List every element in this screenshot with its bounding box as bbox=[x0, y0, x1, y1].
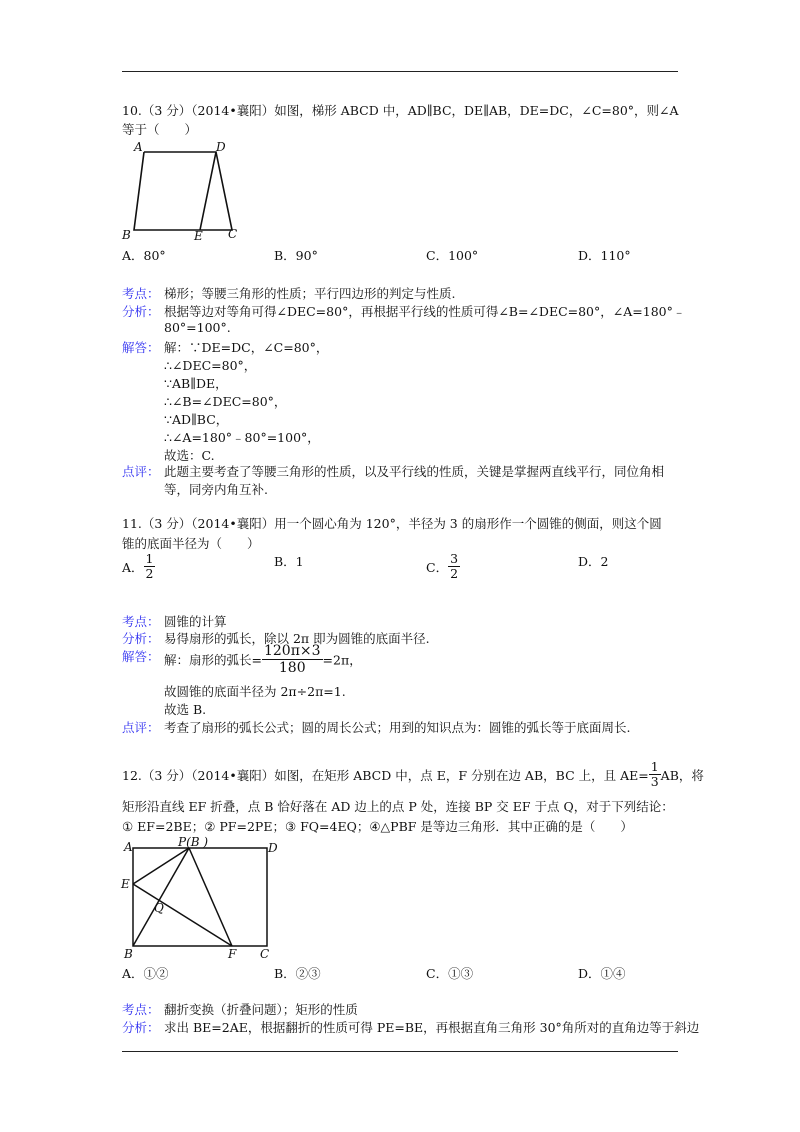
q10-kaodian-text: 梯形；等腰三角形的性质；平行四边形的判定与性质. bbox=[164, 286, 456, 301]
q12-stem-fraction bbox=[649, 760, 661, 790]
q10-label-c: C bbox=[228, 227, 238, 241]
q11-jieda-line3: 故选 B. bbox=[164, 702, 207, 717]
q12-stem-line3: ① EF=2BE；② PF=2PE；③ FQ=4EQ；④△PBF 是等边三角形．其中正确的是（ ） bbox=[122, 819, 633, 834]
q12-option-b: B．②③ bbox=[274, 966, 321, 981]
q11-option-d: D．2 bbox=[578, 554, 609, 569]
q12-option-c: C．①③ bbox=[426, 966, 474, 981]
q12-fenxi-label: 分析： bbox=[122, 1020, 160, 1035]
q10-jieda-line7: 故选：C. bbox=[164, 448, 215, 463]
q10-fenxi-label: 分析： bbox=[122, 304, 160, 319]
q10-jieda-line5: ∵AD∥BC， bbox=[164, 412, 229, 427]
q10-dianping-label: 点评： bbox=[122, 464, 160, 479]
q12-kaodian-text: 翻折变换（折叠问题）；矩形的性质 bbox=[164, 1002, 358, 1017]
q11-jieda-fraction bbox=[262, 643, 323, 676]
q10-option-d: D．110° bbox=[578, 248, 631, 263]
q12-stem-prefix: 12.（3 分）（2014•襄阳）如图，在矩形 ABCD 中，点 E，F 分别在边 AB，BC 上，且 AE= bbox=[122, 767, 649, 783]
q11-jieda-suffix: =2π， bbox=[322, 652, 362, 668]
q12-label-d: D bbox=[268, 841, 278, 855]
q12-option-a: A．①② bbox=[122, 966, 169, 981]
q10-fenxi-line2: 80°=100°. bbox=[164, 320, 231, 335]
q12-segment-ef bbox=[133, 884, 232, 946]
q11-stem-line1: 11.（3 分）（2014•襄阳）用一个圆心角为 120°，半径为 3 的扇形作一个圆锥的侧面，则这个圆 bbox=[122, 516, 662, 531]
q10-label-e: E bbox=[194, 229, 203, 243]
q11-option-c-fraction bbox=[448, 552, 460, 582]
q11-option-c bbox=[426, 552, 460, 582]
q11-stem-line2: 锥的底面半径为（ ） bbox=[122, 536, 260, 551]
q12-kaodian-label: 考点： bbox=[122, 1002, 160, 1017]
q12-stem-numerator: 1 bbox=[650, 759, 659, 774]
q11-jieda-line2: 故圆锥的底面半径为 2π÷2π=1. bbox=[164, 684, 346, 699]
q10-jieda-line3: ∵AB∥DE， bbox=[164, 376, 228, 391]
q10-dianping-line2: 等，同旁内角互补. bbox=[164, 482, 268, 497]
q12-stem-suffix: AB，将 bbox=[660, 767, 704, 783]
q11-option-c-numerator: 3 bbox=[450, 551, 459, 566]
q11-kaodian-text: 圆锥的计算 bbox=[164, 614, 227, 629]
q11-option-a-denominator: 2 bbox=[145, 566, 154, 582]
q11-jieda-numerator: 120π×3 bbox=[263, 643, 321, 659]
q12-option-d: D．①④ bbox=[578, 966, 626, 981]
q10-dianping-line1: 此题主要考查了等腰三角形的性质，以及平行线的性质，关键是掌握两直线平行，同位角相 bbox=[164, 464, 665, 479]
q12-segment-bp bbox=[133, 848, 189, 946]
q10-jieda-line1: 解：∵DE=DC，∠C=80°， bbox=[164, 340, 329, 355]
q10-label-b: B bbox=[122, 228, 131, 242]
q10-fenxi-line1: 根据等边对等角可得∠DEC=80°，再根据平行线的性质可得∠B=∠DEC=80°，∠A=180°﹣ bbox=[164, 304, 686, 319]
q10-jieda-label: 解答： bbox=[122, 340, 160, 355]
q10-label-a: A bbox=[134, 140, 143, 154]
q11-option-a bbox=[122, 552, 155, 582]
q11-option-a-numerator: 1 bbox=[145, 551, 154, 566]
bottom-rule bbox=[122, 1051, 678, 1052]
q11-fenxi-label: 分析： bbox=[122, 631, 160, 646]
top-rule bbox=[122, 71, 678, 72]
q11-option-c-prefix: C． bbox=[426, 559, 449, 575]
q10-option-c: C．100° bbox=[426, 248, 479, 263]
q12-segment-pe bbox=[133, 848, 189, 884]
q12-label-e: E bbox=[121, 877, 130, 891]
q10-kaodian-label: 考点： bbox=[122, 286, 160, 301]
q12-stem-line2: 矩形沿直线 EF 折叠，点 B 恰好落在 AD 边上的点 P 处，连接 BP 交 EF 于点 Q，对于下列结论： bbox=[122, 799, 674, 814]
q12-label-c: C bbox=[260, 947, 270, 961]
q12-stem-line1 bbox=[122, 760, 704, 790]
q12-rectangle-figure bbox=[118, 835, 288, 963]
q12-segment-pf bbox=[189, 848, 232, 946]
q10-jieda-line4: ∴∠B=∠DEC=80°， bbox=[164, 394, 287, 409]
q10-trapezoid-outline bbox=[134, 152, 232, 230]
q10-trapezoid-figure bbox=[120, 140, 240, 243]
q12-label-b: B bbox=[124, 947, 133, 961]
q10-option-b: B．90° bbox=[274, 248, 318, 263]
q11-dianping-label: 点评： bbox=[122, 720, 160, 735]
q10-stem-line2: 等于（ ） bbox=[122, 122, 198, 137]
q11-option-a-fraction bbox=[144, 552, 156, 582]
q10-stem-line1: 10.（3 分）（2014•襄阳）如图，梯形 ABCD 中，AD∥BC，DE∥AB，DE=DC，∠C=80°，则∠A bbox=[122, 103, 679, 118]
q12-label-pb: P(B ) bbox=[178, 835, 209, 849]
q11-option-a-prefix: A． bbox=[122, 559, 144, 575]
q11-jieda-formula bbox=[164, 643, 362, 676]
q10-label-d: D bbox=[216, 140, 226, 154]
q10-segment-de bbox=[200, 152, 216, 230]
q10-jieda-line2: ∴∠DEC=80°， bbox=[164, 358, 257, 373]
q10-jieda-line6: ∴∠A=180°﹣80°=100°， bbox=[164, 430, 320, 445]
q12-label-a: A bbox=[124, 840, 133, 854]
q11-option-c-denominator: 2 bbox=[450, 566, 459, 582]
q12-stem-denominator: 3 bbox=[650, 774, 659, 790]
q11-dianping-text: 考查了扇形的弧长公式；圆的周长公式；用到的知识点为：圆锥的弧长等于底面周长. bbox=[164, 720, 631, 735]
q12-fenxi-text: 求出 BE=2AE，根据翻折的性质可得 PE=BE，再根据直角三角形 30°角所对的直角边等于斜边 bbox=[164, 1020, 700, 1035]
q10-option-a: A．80° bbox=[122, 248, 166, 263]
q11-jieda-prefix: 解：扇形的弧长= bbox=[164, 652, 262, 668]
q12-label-q: Q bbox=[154, 901, 164, 915]
q11-option-b: B．1 bbox=[274, 554, 304, 569]
q11-kaodian-label: 考点： bbox=[122, 614, 160, 629]
q12-label-f: F bbox=[228, 947, 237, 961]
q11-jieda-denominator: 180 bbox=[278, 660, 306, 677]
q11-fenxi-text: 易得扇形的弧长，除以 2π 即为圆锥的底面半径. bbox=[164, 631, 430, 646]
q11-jieda-label: 解答： bbox=[122, 649, 160, 664]
